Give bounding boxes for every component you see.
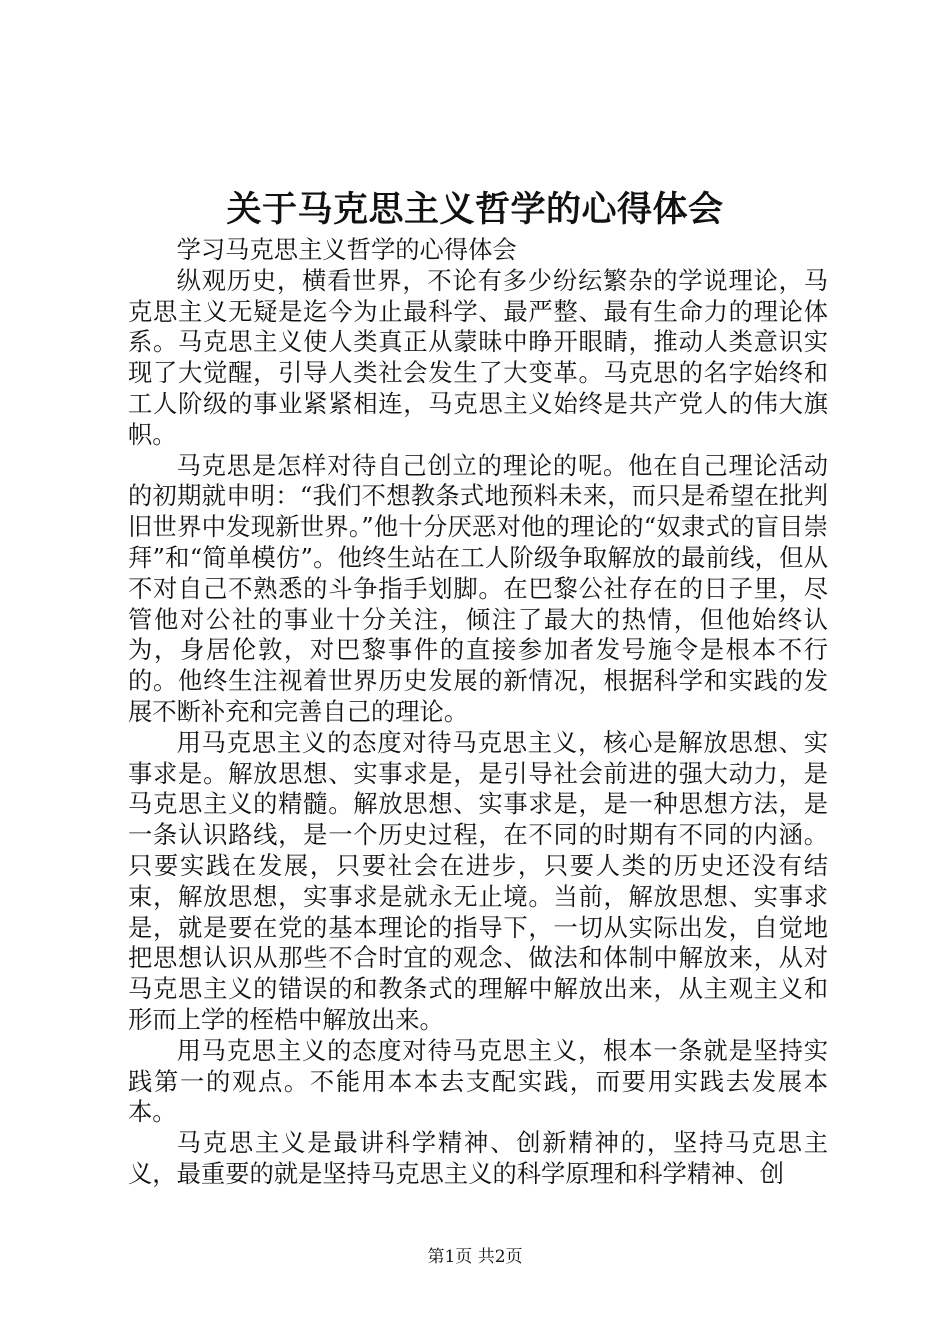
page-number-footer: 第1页 共2页 <box>427 1247 523 1267</box>
document-title: 关于马克思主义哲学的心得体会 <box>226 189 724 230</box>
paragraph: 马克思主义是最讲科学精神、创新精神的，坚持马克思主义，最重要的就是坚持马克思主义的科学原理和科学精神、创 <box>128 1128 828 1188</box>
document-body <box>128 235 828 1190</box>
paragraph-subtitle: 学习马克思主义哲学的心得体会 <box>176 235 517 264</box>
paragraph: 纵观历史，横看世界，不论有多少纷纭繁杂的学说理论，马克思主义无疑是迄今为止最科学、最严整、最有生命力的理论体系。马克思主义使人类真正从蒙昧中睁开眼睛，推动人类意识实现了大觉醒，引导人类社会发生了大变革。马克思的名字始终和工人阶级的事业紧紧相连，马克思主义始终是共产党人的伟大旗帜。 <box>128 265 828 449</box>
paragraph: 用马克思主义的态度对待马克思主义，核心是解放思想、实事求是。解放思想、实事求是，是引导社会前进的强大动力，是马克思主义的精髓。解放思想、实事求是，是一种思想方法，是一条认识路线，是一个历史过程，在不同的时期有不同的内涵。只要实践在发展，只要社会在进步，只要人类的历史还没有结束，解放思想，实事求是就永无止境。当前，解放思想、实事求是，就是要在党的基本理论的指导下，一切从实际出发，自觉地把思想认识从那些不合时宜的观念、做法和体制中解放来，从对马克思主义的错误的和教条式的理解中解放出来，从主观主义和形而上学的桎梏中解放出来。 <box>128 727 828 1034</box>
paragraph: 马克思是怎样对待自己创立的理论的呢。他在自己理论活动的初期就申明：“我们不想教条式地预料未来，而只是希望在批判旧世界中发现新世界。”他十分厌恶对他的理论的“奴隶式的盲目崇拜”和“简单模仿”。他终生站在工人阶级争取解放的最前线，但从不对自己不熟悉的斗争指手划脚。在巴黎公社存在的日子里，尽管他对公社的事业十分关注，倾注了最大的热情，但他始终认为，身居伦敦，对巴黎事件的直接参加者发号施令是根本不行的。他终生注视着世界历史发展的新情况，根据科学和实践的发展不断补充和完善自己的理论。 <box>128 450 828 726</box>
paragraph: 用马克思主义的态度对待马克思主义，根本一条就是坚持实践第一的观点。不能用本本去支配实践，而要用实践去发展本本。 <box>128 1035 828 1127</box>
